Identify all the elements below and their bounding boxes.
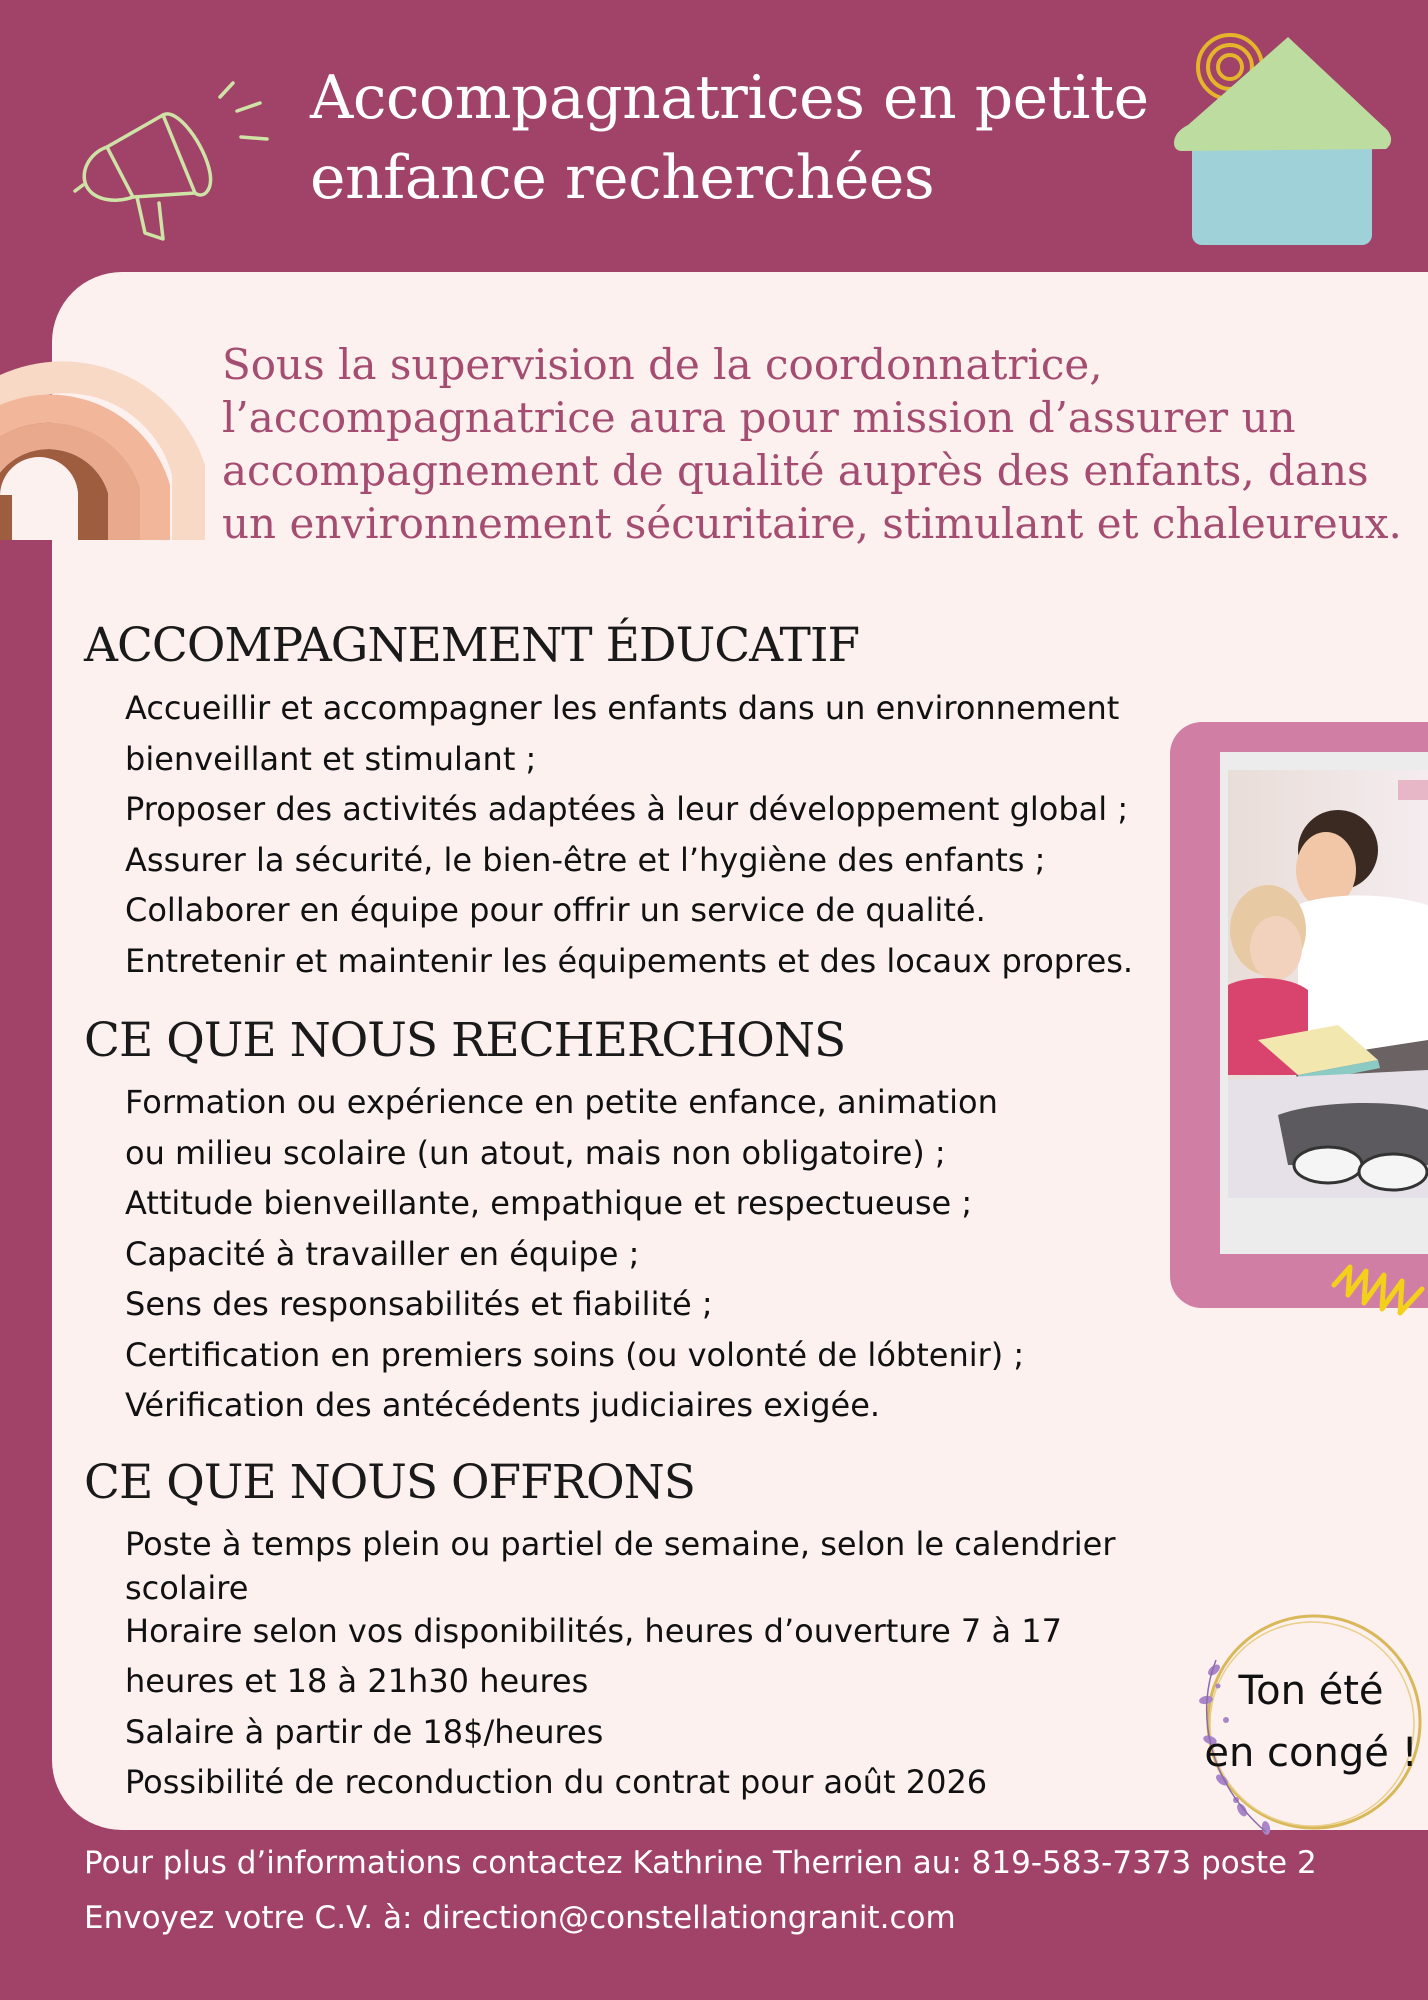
intro-line: l’accompagnatrice aura pour mission d’assurer un xyxy=(222,393,1296,442)
footer-email[interactable]: Envoyez votre C.V. à: direction@constellationgranit.com xyxy=(84,1900,956,1936)
photo-woman-reading-to-child xyxy=(1228,770,1428,1198)
list-item: scolaire xyxy=(125,1568,249,1607)
list-item: ou milieu scolaire (un atout, mais non obligatoire) ; xyxy=(125,1133,946,1172)
badge-line-1: Ton été xyxy=(1238,1668,1384,1714)
list-item: Capacité à travailler en équipe ; xyxy=(125,1234,640,1273)
list-item: Accueillir et accompagner les enfants dans un environnement xyxy=(125,689,1120,727)
section-title-recherchons: CE QUE NOUS RECHERCHONS xyxy=(84,1013,846,1068)
list-recherchons xyxy=(125,1077,1024,1431)
list-item: Salaire à partir de 18$/heures xyxy=(125,1712,604,1751)
list-accompagnement xyxy=(125,683,1133,986)
list-item: Sens des responsabilités et fiabilité ; xyxy=(125,1285,713,1323)
title-line-2: enfance recherchées xyxy=(310,143,935,213)
intro-line: Sous la supervision de la coordonnatrice, xyxy=(222,340,1103,389)
badge-line-2: en congé ! xyxy=(1204,1730,1418,1776)
badge-text xyxy=(1196,1660,1426,1784)
list-item: Attitude bienveillante, empathique et respectueuse ; xyxy=(125,1184,973,1222)
list-item: Assurer la sécurité, le bien-être et l’hygiène des enfants ; xyxy=(125,840,1046,879)
list-item: Vérification des antécédents judiciaires exigée. xyxy=(125,1386,881,1424)
section-title-offrons: CE QUE NOUS OFFRONS xyxy=(84,1455,696,1510)
squiggle-decoration-icon xyxy=(1330,1255,1428,1325)
title-line-1: Accompagnatrices en petite xyxy=(310,63,1149,133)
list-item: Collaborer en équipe pour offrir un service de qualité. xyxy=(125,891,986,929)
list-item: Proposer des activités adaptées à leur développement global ; xyxy=(125,790,1129,828)
list-item: Poste à temps plein ou partiel de semaine, selon le calendrier xyxy=(125,1525,1116,1563)
house-with-sun-icon xyxy=(1170,25,1400,255)
intro-line: accompagnement de qualité auprès des enfants, dans xyxy=(222,446,1369,495)
list-item: Certification en premiers soins (ou volonté de lóbtenir) ; xyxy=(125,1335,1025,1374)
megaphone-icon xyxy=(45,75,285,255)
list-item: Possibilité de reconduction du contrat pour août 2026 xyxy=(125,1763,988,1801)
page-title xyxy=(310,58,1210,218)
list-offrons xyxy=(125,1519,1116,1808)
list-item: bienveillant et stimulant ; xyxy=(125,739,537,778)
footer-contact: Pour plus d’informations contactez Kathrine Therrien au: 819-583-7373 poste 2 xyxy=(84,1845,1317,1881)
list-item: Formation ou expérience en petite enfance, animation xyxy=(125,1083,998,1121)
list-item: Horaire selon vos disponibilités, heures d’ouverture 7 à 17 xyxy=(125,1611,1062,1650)
intro-line: un environnement sécuritaire, stimulant et chaleureux. xyxy=(222,499,1402,548)
rainbow-icon xyxy=(0,355,205,540)
section-title-accompagnement: ACCOMPAGNEMENT ÉDUCATIF xyxy=(84,618,860,673)
list-item: Entretenir et maintenir les équipements et des locaux propres. xyxy=(125,941,1134,980)
intro-paragraph xyxy=(222,338,1422,550)
list-item: heures et 18 à 21h30 heures xyxy=(125,1662,589,1700)
